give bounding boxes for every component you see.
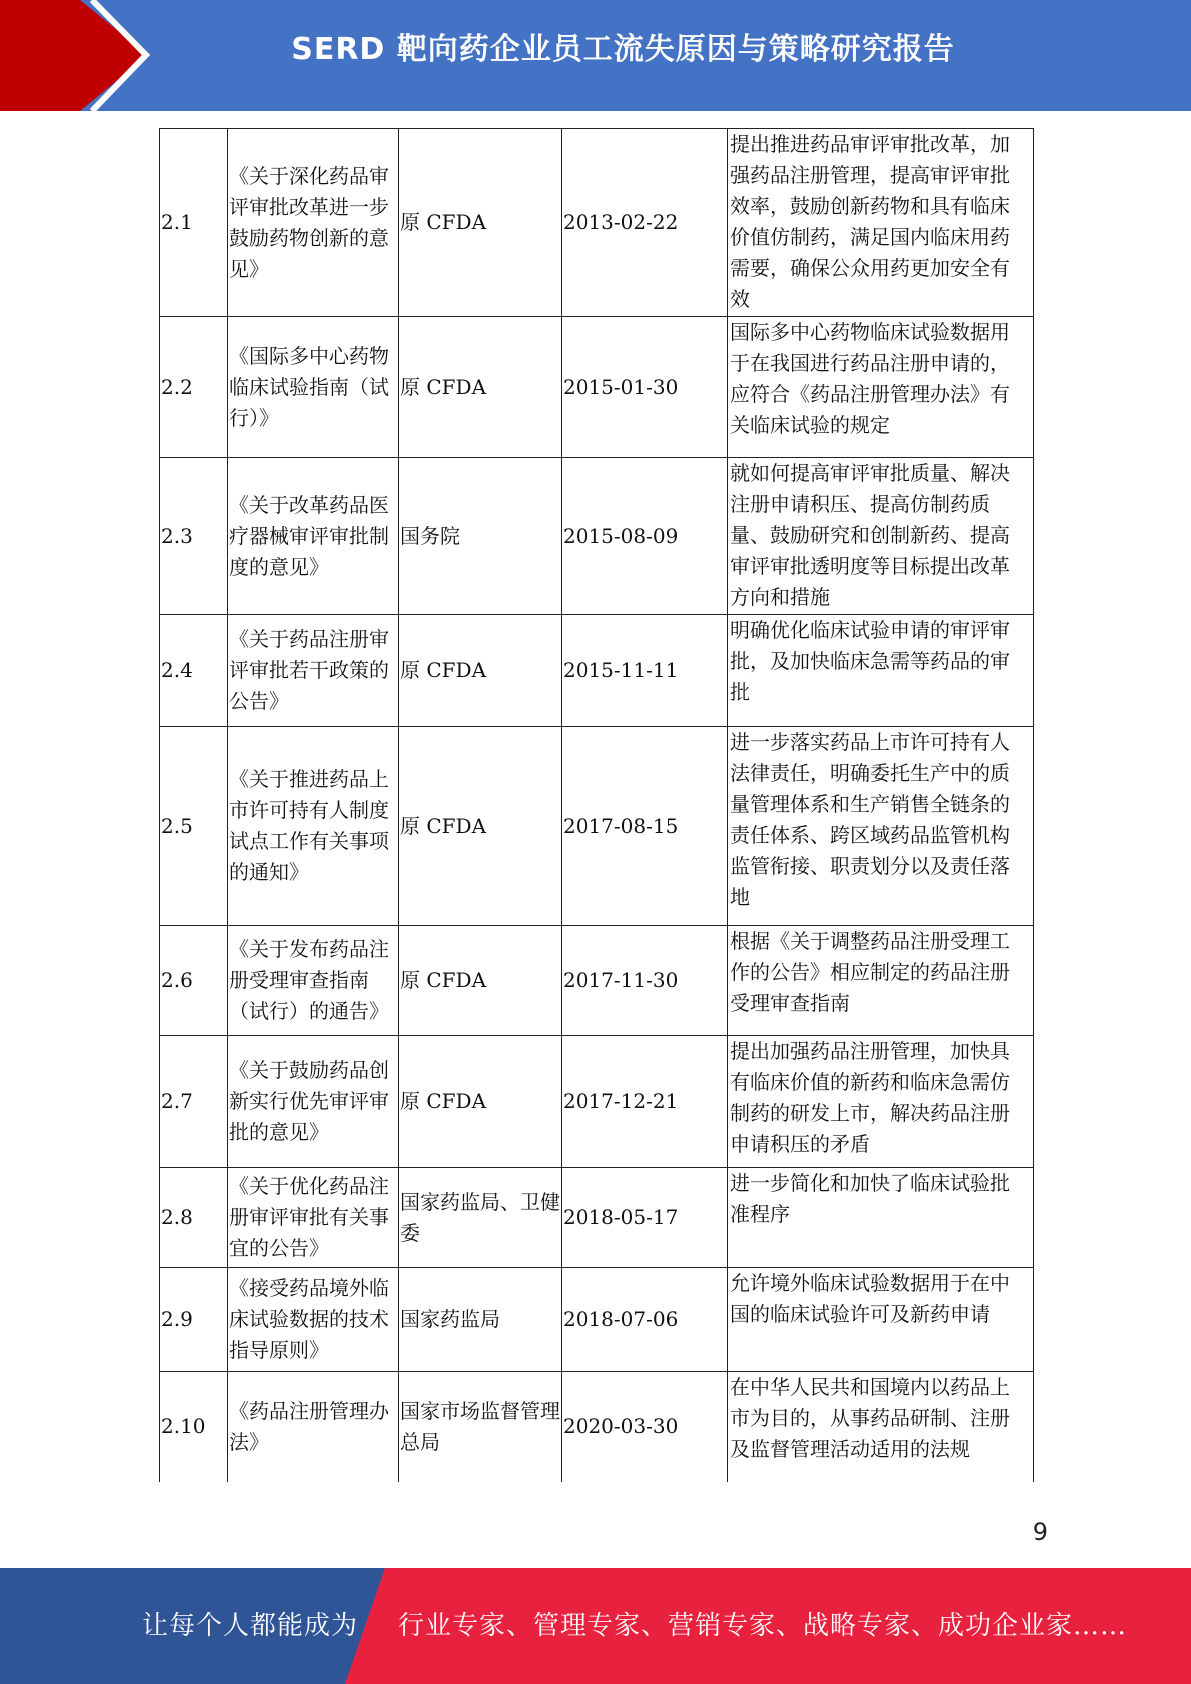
policy-name: 《关于推进药品上市许可持有人制度试点工作有关事项的通知》 — [228, 727, 399, 926]
policy-description: 明确优化临床试验申请的审评审批，及加快临床急需等药品的审批 — [728, 615, 1034, 727]
policy-description: 提出加强药品注册管理，加快具有临床价值的新药和临床急需仿制药的研发上市，解决药品注册申请积压的矛盾 — [728, 1036, 1034, 1168]
footer-slogan-right: 行业专家、管理专家、营销专家、战略专家、成功企业家…… — [398, 1611, 1128, 1641]
issuing-org: 国务院 — [399, 458, 562, 615]
row-number: 2.9 — [160, 1268, 228, 1372]
policy-name: 《关于改革药品医疗器械审评审批制度的意见》 — [228, 458, 399, 615]
issue-date: 2017-08-15 — [562, 727, 728, 926]
footer-slogan-left: 让每个人都能成为 — [142, 1611, 359, 1641]
issue-date: 2015-01-30 — [562, 317, 728, 458]
policy-name: 《关于鼓励药品创新实行优先审评审批的意见》 — [228, 1036, 399, 1168]
policy-description: 进一步简化和加快了临床试验批准程序 — [728, 1168, 1034, 1268]
issuing-org: 原 CFDA — [399, 926, 562, 1036]
page-number: 9 — [1032, 1518, 1048, 1546]
issuing-org: 国家药监局、卫健委 — [399, 1168, 562, 1268]
table-row — [160, 727, 1034, 926]
issuing-org: 原 CFDA — [399, 129, 562, 317]
table-row — [160, 129, 1034, 317]
policy-description: 国际多中心药物临床试验数据用于在我国进行药品注册申请的，应符合《药品注册管理办法》有关临床试验的规定 — [728, 317, 1034, 458]
issuing-org: 原 CFDA — [399, 317, 562, 458]
policy-name: 《接受药品境外临床试验数据的技术指导原则》 — [228, 1268, 399, 1372]
header-red-arrow-decoration — [0, 0, 150, 111]
page-footer — [0, 1568, 1191, 1684]
row-number: 2.1 — [160, 129, 228, 317]
page-header — [0, 0, 1191, 111]
issuing-org: 原 CFDA — [399, 1036, 562, 1168]
row-number: 2.5 — [160, 727, 228, 926]
table-row — [160, 458, 1034, 615]
policy-table-body — [160, 129, 1034, 1482]
issuing-org: 原 CFDA — [399, 615, 562, 727]
policy-description: 允许境外临床试验数据用于在中国的临床试验许可及新药申请 — [728, 1268, 1034, 1372]
row-number: 2.3 — [160, 458, 228, 615]
policy-description: 根据《关于调整药品注册受理工作的公告》相应制定的药品注册受理审查指南 — [728, 926, 1034, 1036]
policy-description: 进一步落实药品上市许可持有人法律责任，明确委托生产中的质量管理体系和生产销售全链条的责任体系、跨区域药品监管机构监管衔接、职责划分以及责任落地 — [728, 727, 1034, 926]
report-title: SERD 靶向药企业员工流失原因与策略研究报告 — [291, 32, 955, 67]
row-number: 2.4 — [160, 615, 228, 727]
policy-description: 在中华人民共和国境内以药品上市为目的，从事药品研制、注册及监督管理活动适用的法规 — [728, 1372, 1034, 1482]
issue-date: 2015-08-09 — [562, 458, 728, 615]
issue-date: 2017-12-21 — [562, 1036, 728, 1168]
policy-name: 《药品注册管理办法》 — [228, 1372, 399, 1482]
table-row — [160, 615, 1034, 727]
policy-name: 《关于药品注册审评审批若干政策的公告》 — [228, 615, 399, 727]
table-row — [160, 1036, 1034, 1168]
row-number: 2.7 — [160, 1036, 228, 1168]
issue-date: 2020-03-30 — [562, 1372, 728, 1482]
table-row — [160, 1372, 1034, 1482]
table-row — [160, 1168, 1034, 1268]
policy-name: 《关于发布药品注册受理审查指南（试行）的通告》 — [228, 926, 399, 1036]
issue-date: 2015-11-11 — [562, 615, 728, 727]
policy-description: 提出推进药品审评审批改革，加强药品注册管理，提高审评审批效率，鼓励创新药物和具有临床价值仿制药，满足国内临床用药需要，确保公众用药更加安全有效 — [728, 129, 1034, 317]
issuing-org: 国家市场监督管理总局 — [399, 1372, 562, 1482]
table-row — [160, 1268, 1034, 1372]
policy-table — [159, 128, 1034, 1482]
policy-name: 《关于优化药品注册审评审批有关事宜的公告》 — [228, 1168, 399, 1268]
issue-date: 2018-05-17 — [562, 1168, 728, 1268]
row-number: 2.10 — [160, 1372, 228, 1482]
row-number: 2.2 — [160, 317, 228, 458]
row-number: 2.8 — [160, 1168, 228, 1268]
table-row — [160, 926, 1034, 1036]
issuing-org: 国家药监局 — [399, 1268, 562, 1372]
table-row — [160, 317, 1034, 458]
policy-description: 就如何提高审评审批质量、解决注册申请积压、提高仿制药质量、鼓励研究和创制新药、提高审评审批透明度等目标提出改革方向和措施 — [728, 458, 1034, 615]
policy-name: 《关于深化药品审评审批改革进一步鼓励药物创新的意见》 — [228, 129, 399, 317]
issuing-org: 原 CFDA — [399, 727, 562, 926]
row-number: 2.6 — [160, 926, 228, 1036]
issue-date: 2013-02-22 — [562, 129, 728, 317]
policy-name: 《国际多中心药物临床试验指南（试行）》 — [228, 317, 399, 458]
issue-date: 2018-07-06 — [562, 1268, 728, 1372]
issue-date: 2017-11-30 — [562, 926, 728, 1036]
